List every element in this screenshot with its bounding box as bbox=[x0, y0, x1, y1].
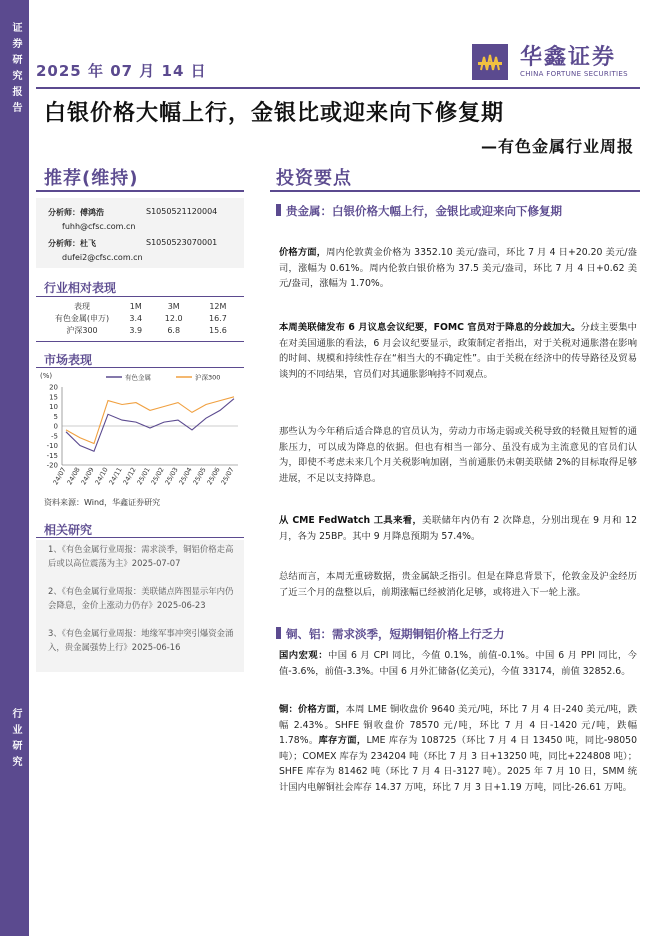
x-tick-label: 24/12 bbox=[121, 466, 138, 487]
y-tick-label: 15 bbox=[49, 393, 58, 402]
company-logo-icon bbox=[472, 44, 508, 80]
body-text: 那些认为今年稍后适合降息的官员认为，劳动力市场走弱或关税导致的轻微且短暂的通胀压力，可以成为降息的依据。但也有相当一部分、虽没有成为主流意见的官员们认为，即使不考虑未来几个月关税影响加剧，当前通胀仍未朝美联储 2%的目标取得足够进展，不足以支持降息。 bbox=[279, 426, 637, 484]
y-tick-label: -10 bbox=[46, 442, 58, 450]
lead-text: 价格方面， bbox=[279, 247, 327, 258]
key-points-underline bbox=[270, 190, 640, 192]
x-tick-label: 25/01 bbox=[135, 466, 152, 487]
lead-text: 铜：价格方面， bbox=[279, 704, 346, 715]
x-tick-label: 24/08 bbox=[65, 466, 82, 487]
y-tick-label: 5 bbox=[53, 412, 58, 421]
heading-text: 铜、铝：需求淡季，短期铜铝价格上行乏力 bbox=[286, 627, 505, 641]
y-tick-label: 10 bbox=[49, 403, 58, 411]
body-text: LME 库存为 108725（环比 7 月 4 日 13450 吨，同比-98050 吨）；COMEX 库存为 234204 吨（环比 7 月 3 日+13250 吨，同比+224808 吨）；SHFE 库存为 81462 吨（环比 7 月 4 日-3127 吨）。2025 年 7 月 10 日，SMM 统计国内电解铜社会库存 14.37 万吨，环比 7 月 3 日+1.19 万吨，同比-26.61 万吨。 bbox=[279, 735, 637, 793]
perf-header: 3M bbox=[167, 301, 180, 311]
company-name-en: CHINA FORTUNE SECURITIES bbox=[520, 70, 628, 78]
related-title: 相关研究 bbox=[44, 523, 93, 537]
perf-cell: 沪深300 bbox=[66, 325, 98, 335]
body-text: 美联储年内仍有 2 次降息，分别出现在 9 月和 12 月，各为 25BP。其中 9 月降息预期为 57.4%。 bbox=[279, 515, 638, 542]
lead-text: 库存方面， bbox=[318, 735, 367, 746]
body-text: 总结而言，本周无重磅数据，贵金属缺乏指引。但是在降息背景下，伦敦金及沪金经历了近三个月的盘整以后，前期涨幅已经被消化足够，或将进入下一轮上涨。 bbox=[279, 571, 637, 598]
market-underline bbox=[36, 367, 244, 368]
paragraph-macro bbox=[279, 648, 637, 679]
perf-cell: 3.9 bbox=[129, 325, 143, 335]
body-text: 周内伦敦黄金价格为 3352.10 美元/盎司，环比 7 月 4 日+20.20 美元/盎司，涨幅为 0.61%。周内伦敦白银价格为 37.5 美元/盎司，环比 7 月 4 日+0.62 美元/盎司，涨幅为 1.70%。 bbox=[279, 247, 638, 289]
rating-underline bbox=[36, 190, 244, 192]
lead-text: 国内宏观： bbox=[279, 650, 328, 661]
perf-row bbox=[44, 312, 240, 324]
heading-text: 贵金属：白银价格大幅上行，金银比或迎来向下修复期 bbox=[286, 204, 562, 218]
analyst-2-email[interactable]: dufei2@cfsc.com.cn bbox=[62, 253, 143, 262]
perf-cell: 3.4 bbox=[129, 313, 143, 323]
market-chart bbox=[36, 369, 244, 495]
left-side-bar bbox=[0, 0, 29, 936]
paragraph-officials bbox=[279, 424, 637, 486]
report-subtitle: —有色金属行业周报 bbox=[480, 137, 634, 156]
paragraph-fedwatch bbox=[279, 513, 637, 544]
perf-header: 表现 bbox=[74, 301, 90, 311]
section-heading-copper-aluminum bbox=[276, 626, 638, 642]
company-name: 华鑫证券 bbox=[520, 45, 617, 70]
perf-table bbox=[44, 300, 240, 336]
heading-marker-icon bbox=[276, 627, 281, 639]
perf-header-row bbox=[44, 300, 240, 312]
related-item[interactable]: 1、《有色金属行业周报：需求淡季，铜铝价格走高后或以高位震荡为主》2025-07-07 bbox=[48, 544, 234, 568]
legend-label: 有色金属 bbox=[125, 373, 151, 382]
heading-marker-icon bbox=[276, 204, 281, 216]
y-tick-label: -15 bbox=[46, 451, 58, 460]
body-text: 本周 LME 铜收盘价 9640 美元/吨，环比 7 月 4 日-240 美元/吨，跌幅 2.43%。SHFE 铜收盘价 78570 元/吨，环比 7 月 4 日-1420 元/吨，跌幅 1.78%。 bbox=[279, 704, 637, 746]
perf-row bbox=[44, 324, 240, 336]
related-underline bbox=[36, 537, 244, 538]
x-tick-label: 25/05 bbox=[191, 466, 208, 487]
perf-title: 行业相对表现 bbox=[44, 281, 117, 295]
y-tick-label: 20 bbox=[49, 383, 58, 392]
report-date: 2025 年 07 月 14 日 bbox=[36, 62, 207, 80]
x-tick-label: 24/11 bbox=[107, 466, 124, 487]
perf-header: 1M bbox=[129, 301, 142, 311]
x-tick-label: 24/09 bbox=[79, 466, 96, 487]
perf-cell: 15.6 bbox=[208, 325, 227, 335]
paragraph-summary bbox=[279, 569, 637, 600]
x-tick-label: 25/02 bbox=[149, 466, 166, 487]
section-heading-precious-metals bbox=[276, 203, 638, 219]
series-line bbox=[66, 399, 234, 452]
x-tick-label: 24/07 bbox=[51, 466, 68, 487]
analyst-1-code: S1050521120004 bbox=[146, 207, 218, 216]
perf-cell: 6.8 bbox=[167, 325, 181, 335]
perf-bottom-line bbox=[36, 341, 244, 342]
related-item[interactable]: 3、《有色金属行业周报：地缘军事冲突引爆资金涌入，贵金属强势上行》2025-06-16 bbox=[48, 628, 234, 652]
legend-label: 沪深300 bbox=[195, 373, 221, 382]
y-tick-label: -5 bbox=[51, 432, 58, 441]
report-type-label: 证券研究报告 bbox=[10, 22, 21, 118]
related-item[interactable]: 2、《有色金属行业周报：美联储点阵图显示年内仍会降息，金价上涨动力仍存》2025-06-23 bbox=[48, 586, 234, 610]
analyst-2-code: S1050523070001 bbox=[146, 238, 218, 247]
analyst-1-name: 分析师：傅鸿浩 bbox=[48, 208, 104, 217]
perf-cell: 16.7 bbox=[208, 313, 227, 323]
x-tick-label: 24/10 bbox=[93, 466, 110, 487]
lead-text: 本周美联储发布 6 月议息会议纪要，FOMC 官员对于降息的分歧加大。 bbox=[279, 322, 581, 333]
paragraph-price bbox=[279, 245, 637, 292]
perf-cell: 12.0 bbox=[164, 313, 183, 323]
perf-cell: 有色金属(申万) bbox=[54, 313, 110, 323]
x-tick-label: 25/04 bbox=[177, 466, 194, 487]
body-text: 分歧主要集中在对美国通胀的看法，6 月会议纪要显示，政策制定者指出，对于关税对通胀潜在影响的时间、规模和持续性存在“相当大的不确定性”。由于关税在经济中的传导路径及贸易谈判的不同结果，官员们对其通胀影响持不同观点。 bbox=[279, 322, 637, 380]
body-text: 中国 6 月 CPI 同比，今值 0.1%，前值-0.1%。中国 6 月 PPI 同比，今值-3.6%，前值-3.3%。中国 6 月外汇储备(亿美元)，今值 33174，前值 32852.6。 bbox=[279, 650, 637, 677]
perf-header: 12M bbox=[209, 301, 227, 311]
x-tick-label: 25/06 bbox=[205, 466, 222, 487]
y-tick-label: 0 bbox=[53, 422, 58, 431]
analyst-2-name: 分析师：杜飞 bbox=[48, 239, 96, 248]
rating: 推荐(维持) bbox=[44, 168, 139, 189]
analyst-1-email[interactable]: fuhh@cfsc.com.cn bbox=[62, 222, 136, 231]
y-axis-label: (%) bbox=[40, 372, 53, 380]
header-divider bbox=[36, 87, 640, 89]
perf-underline bbox=[36, 296, 244, 297]
paragraph-copper bbox=[279, 702, 637, 795]
paragraph-fomc bbox=[279, 320, 637, 382]
chart-source: 资料来源：Wind，华鑫证券研究 bbox=[44, 498, 161, 507]
x-tick-label: 25/03 bbox=[163, 466, 180, 487]
x-tick-label: 25/07 bbox=[219, 466, 236, 487]
industry-research-label: 行业研究 bbox=[10, 708, 21, 772]
report-title: 白银价格大幅上行，金银比或迎来向下修复期 bbox=[44, 101, 505, 126]
key-points-title: 投资要点 bbox=[276, 168, 352, 189]
market-title: 市场表现 bbox=[44, 353, 93, 367]
series-line bbox=[66, 397, 234, 444]
y-tick-label: -20 bbox=[46, 461, 58, 470]
lead-text: 从 CME FedWatch 工具来看， bbox=[279, 515, 423, 526]
